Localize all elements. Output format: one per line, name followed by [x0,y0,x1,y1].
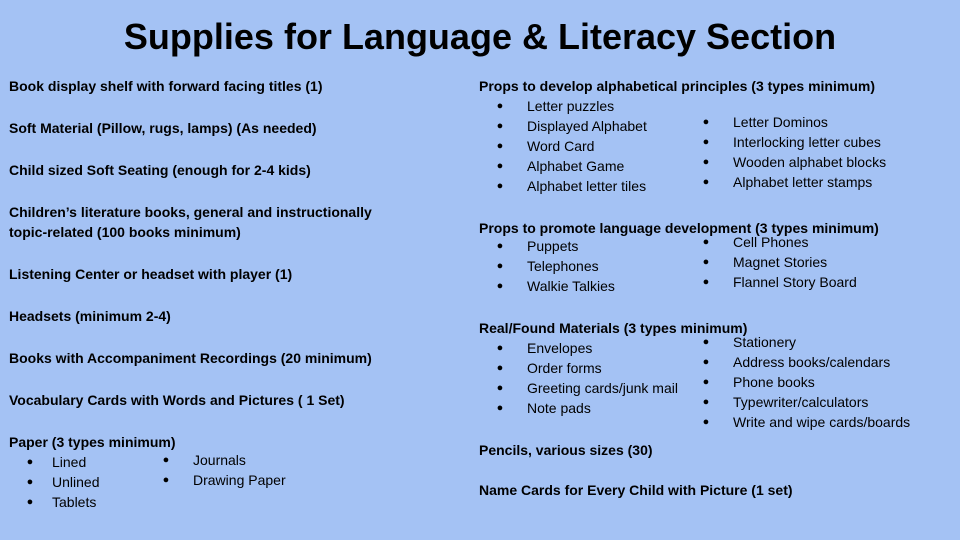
heading-alphabetical-principles: Props to develop alphabetical principles (3 types minimum) [479,78,875,94]
list-item: ● Note pads [494,398,678,418]
bullet-icon: ● [702,376,710,388]
item-name-cards: Name Cards for Every Child with Picture (1 set) [479,482,793,498]
paper-list-col2 [158,450,286,490]
list-item: ● Envelopes [494,338,678,358]
bullet-icon: ● [496,342,504,354]
real-list-col2 [700,332,910,432]
list-item: ● Word Card [494,136,647,156]
bullet-icon: ● [702,396,710,408]
bullet-icon: ● [702,136,710,148]
list-item: ● Order forms [494,358,678,378]
list-item: ● Alphabet letter stamps [700,172,886,192]
bullet-icon: ● [496,160,504,172]
bullet-icon: ● [496,382,504,394]
list-item: ● Flannel Story Board [700,272,857,292]
list-item: ● Letter Dominos [700,112,886,132]
list-item: ● Telephones [494,256,615,276]
alpha-list-col2 [700,112,886,192]
list-item: ● Cell Phones [700,232,857,252]
bullet-icon: ● [496,180,504,192]
list-item: ● Unlined [24,472,99,492]
real-list-col1 [494,338,678,418]
list-item: ● Letter puzzles [494,96,647,116]
bullet-icon: ● [26,476,34,488]
list-item: ● Journals [160,450,286,470]
lang-list-col1 [494,236,615,296]
list-item: ● Puppets [494,236,615,256]
page-title: Supplies for Language & Literacy Section [123,16,837,57]
bullet-icon: ● [496,100,504,112]
item-headsets: Headsets (minimum 2-4) [9,308,171,324]
list-item: ● Write and wipe cards/boards [700,412,910,432]
item-soft-seating: Child sized Soft Seating (enough for 2-4 kids) [9,162,311,178]
list-item: ● Displayed Alphabet [494,116,647,136]
bullet-icon: ● [162,474,170,486]
bullet-icon: ● [496,120,504,132]
item-paper: Paper (3 types minimum) [9,434,176,450]
bullet-icon: ● [702,336,710,348]
item-accompaniment-books: Books with Accompaniment Recordings (20 minimum) [9,350,372,366]
bullet-icon: ● [702,156,710,168]
bullet-icon: ● [26,456,34,468]
item-vocabulary-cards: Vocabulary Cards with Words and Pictures ( 1 Set) [9,392,345,408]
bullet-icon: ● [702,416,710,428]
list-item: ● Lined [24,452,99,472]
list-item: ● Stationery [700,332,910,352]
bullet-icon: ● [702,116,710,128]
bullet-icon: ● [702,256,710,268]
bullet-icon: ● [496,402,504,414]
bullet-icon: ● [496,240,504,252]
bullet-icon: ● [496,260,504,272]
list-item: ● Interlocking letter cubes [700,132,886,152]
item-listening-center: Listening Center or headset with player (1) [9,266,293,282]
bullet-icon: ● [496,280,504,292]
heading-real-found-materials: Real/Found Materials (3 types minimum) [479,320,748,336]
bullet-icon: ● [702,236,710,248]
paper-list-col1 [24,452,99,512]
list-item: ● Typewriter/calculators [700,392,910,412]
bullet-icon: ● [162,454,170,466]
bullet-icon: ● [702,176,710,188]
list-item: ● Tablets [24,492,99,512]
alpha-list-col1 [494,96,647,196]
bullet-icon: ● [702,356,710,368]
lang-list-col2 [700,232,857,292]
bullet-icon: ● [702,276,710,288]
heading-language-development: Props to promote language development (3 types minimum) [479,220,879,236]
item-pencils: Pencils, various sizes (30) [479,442,653,458]
list-item: ● Greeting cards/junk mail [494,378,678,398]
list-item: ● Drawing Paper [160,470,286,490]
list-item: ● Alphabet letter tiles [494,176,647,196]
list-item: ● Walkie Talkies [494,276,615,296]
bullet-icon: ● [496,140,504,152]
item-soft-material: Soft Material (Pillow, rugs, lamps) (As needed) [9,120,317,136]
item-book-display-shelf: Book display shelf with forward facing titles (1) [9,78,323,94]
list-item: ● Phone books [700,372,910,392]
list-item: ● Address books/calendars [700,352,910,372]
bullet-icon: ● [496,362,504,374]
bullet-icon: ● [26,496,34,508]
list-item: ● Magnet Stories [700,252,857,272]
item-literature-books: Children’s literature books, general and instructionally topic-related (100 books minimum) [9,204,372,240]
list-item: ● Wooden alphabet blocks [700,152,886,172]
list-item: ● Alphabet Game [494,156,647,176]
